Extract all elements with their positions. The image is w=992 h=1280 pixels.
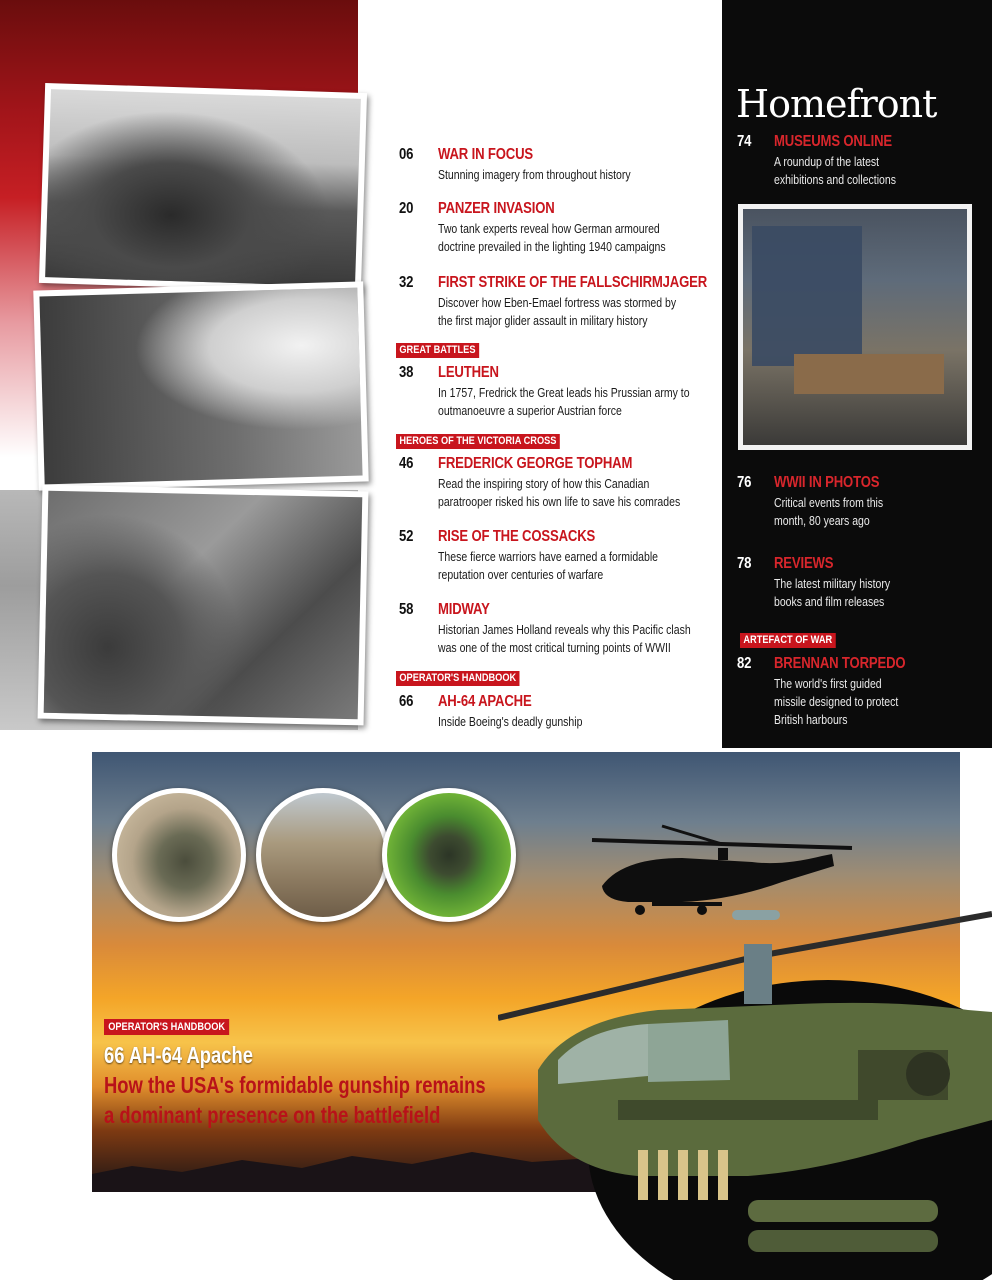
- feature-page-number: 66: [104, 1042, 125, 1068]
- photo-museum-map-room: [738, 204, 972, 450]
- section-tag: OPERATOR'S HANDBOOK: [396, 671, 520, 686]
- feature-tag: OPERATOR'S HANDBOOK: [104, 1019, 229, 1035]
- entry-title: LEUTHEN: [438, 364, 499, 381]
- page-number: 76: [737, 474, 752, 491]
- entry-description: In 1757, Fredrick the Great leads his Prussian army to outmanoeuvre a superior Austrian force: [438, 386, 690, 418]
- entry-description: Discover how Eben-Emael fortress was stormed by the first major glider assault in military history: [438, 296, 677, 328]
- page-number: 38: [399, 364, 414, 381]
- photo-apache-flight: [382, 788, 516, 922]
- entry-title: PANZER INVASION: [438, 200, 555, 217]
- entry-title: WWII IN PHOTOS: [774, 474, 880, 491]
- page-number: 46: [399, 455, 414, 472]
- section-tag: HEROES OF THE VICTORIA CROSS: [396, 434, 560, 449]
- desk: [794, 354, 944, 394]
- page-number: 66: [399, 693, 414, 710]
- page-number: 74: [737, 133, 752, 150]
- entry-description: A roundup of the latest exhibitions and collections: [774, 155, 896, 187]
- page-number: 52: [399, 528, 414, 545]
- page-number: 78: [737, 555, 752, 572]
- section-tag: ARTEFACT OF WAR: [740, 633, 836, 648]
- entry-description: The latest military history books and film releases: [774, 577, 891, 609]
- photo-arc-de-triomphe-march: [33, 281, 368, 490]
- entry-title: MUSEUMS ONLINE: [774, 133, 892, 150]
- entry-description: Critical events from this month, 80 years ago: [774, 496, 884, 528]
- page-number: 20: [399, 200, 414, 217]
- entry-description: Read the inspiring story of how this Canadian paratrooper risked his own life to save his comrades: [438, 477, 681, 509]
- entry-title: FREDERICK GEORGE TOPHAM: [438, 455, 633, 472]
- apache-cutaway-illustration: [498, 900, 992, 1280]
- entry-title: AH-64 APACHE: [438, 693, 532, 710]
- page-number: 58: [399, 601, 414, 618]
- entry-description: Two tank experts reveal how German armoured doctrine prevailed in the lighting 1940 campaigns: [438, 222, 666, 254]
- photo-officers-artillery: [38, 485, 369, 726]
- entry-description: Historian James Holland reveals why this Pacific clash was one of the most critical turning points of WWII: [438, 623, 691, 655]
- feature-title-text: AH-64 Apache: [128, 1042, 253, 1068]
- entry-title: RISE OF THE COSSACKS: [438, 528, 596, 545]
- feature-title: [104, 1042, 253, 1069]
- page-number: 06: [399, 146, 414, 163]
- section-tag: GREAT BATTLES: [396, 343, 479, 358]
- photo-apache-ground: [112, 788, 246, 922]
- feature-description: How the USA's formidable gunship remains a dominant presence on the battlefield: [104, 1072, 486, 1128]
- photo-paris-eiffel: [39, 83, 367, 293]
- entry-description: Inside Boeing's deadly gunship: [438, 715, 583, 729]
- entry-description: These fierce warriors have earned a formidable reputation over centuries of warfare: [438, 550, 659, 582]
- wall-map: [752, 226, 862, 366]
- entry-description: Stunning imagery from throughout history: [438, 168, 631, 182]
- entry-title: BRENNAN TORPEDO: [774, 655, 906, 672]
- photo-apache-city: [256, 788, 390, 922]
- entry-title: WAR IN FOCUS: [438, 146, 533, 163]
- page-number: 32: [399, 274, 414, 291]
- entry-title: REVIEWS: [774, 555, 834, 572]
- entry-title: MIDWAY: [438, 601, 490, 618]
- page-number: 82: [737, 655, 752, 672]
- homefront-heading: Homefront: [736, 82, 937, 126]
- entry-title: FIRST STRIKE OF THE FALLSCHIRMJAGER: [438, 274, 708, 291]
- entry-description: The world's first guided missile designed to protect British harbours: [774, 677, 899, 727]
